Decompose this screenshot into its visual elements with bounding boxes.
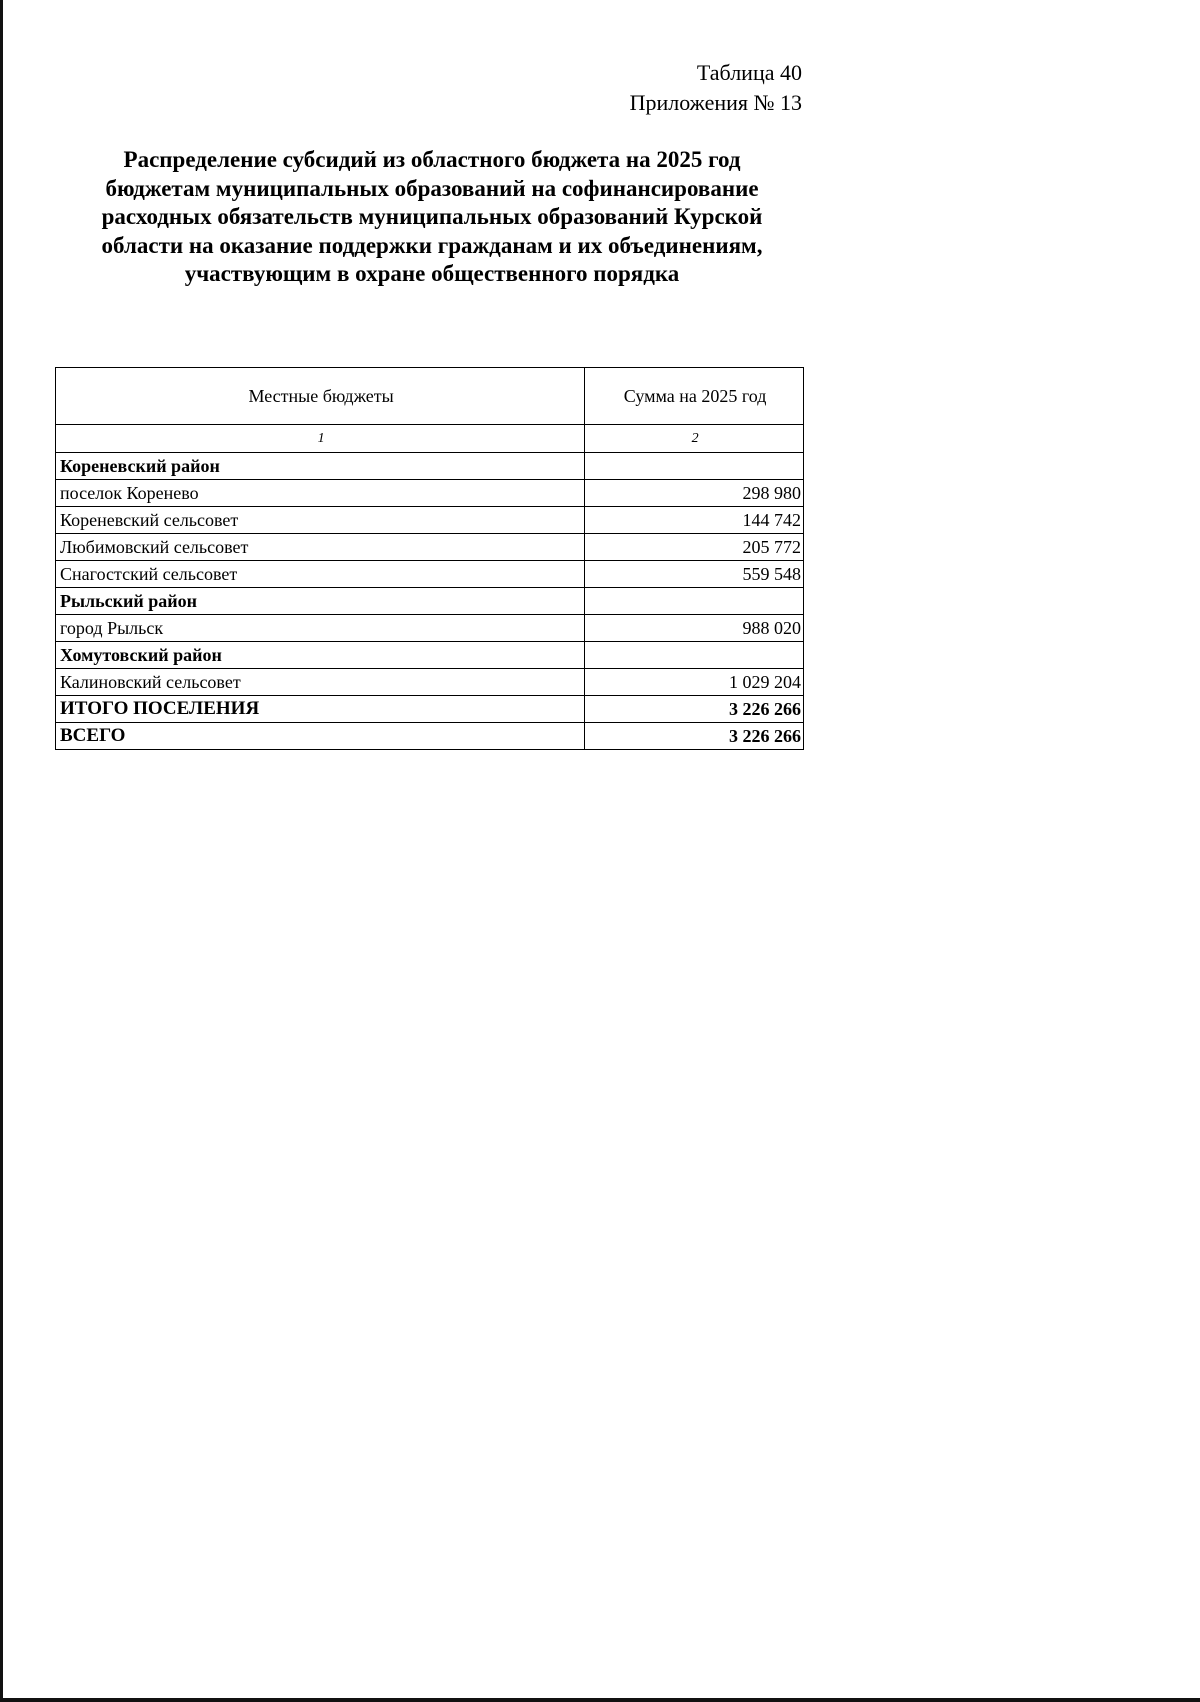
row-name: поселок Коренево [56,480,585,507]
row-amount: 298 980 [585,480,804,507]
row-name: Калиновский сельсовет [56,669,585,696]
table-row [56,507,804,534]
row-name: ИТОГО ПОСЕЛЕНИЯ [56,696,585,723]
page-bottom-border [0,1698,1200,1702]
row-name: город Рыльск [56,615,585,642]
document-title [60,146,804,289]
table-row-subtotal [56,696,804,723]
column-number-1: 1 [56,425,585,453]
budget-table [55,367,804,750]
row-name: Рыльский район [56,588,585,615]
row-amount: 988 020 [585,615,804,642]
row-name: Снагостский сельсовет [56,561,585,588]
title-line: бюджетам муниципальных образований на софинансирование [105,175,759,201]
table-row [56,534,804,561]
title-line: области на оказание поддержки гражданам и их объединениям, [101,232,763,258]
column-number-2: 2 [585,425,804,453]
table-row [56,453,804,480]
table-row [56,642,804,669]
row-amount: 559 548 [585,561,804,588]
row-name: Любимовский сельсовет [56,534,585,561]
title-line: расходных обязательств муниципальных образований Курской [101,204,763,230]
row-amount: 1 029 204 [585,669,804,696]
table-row [56,615,804,642]
column-header-amount: Сумма на 2025 год [585,368,804,425]
row-amount: 205 772 [585,534,804,561]
row-amount [585,453,804,480]
table-row [56,480,804,507]
table-reference [630,58,802,118]
title-line: Распределение субсидий из областного бюджета на 2025 год [123,147,741,172]
page-left-border [0,0,3,1702]
row-amount [585,642,804,669]
row-amount: 3 226 266 [585,723,804,750]
title-line: участвующим в охране общественного порядка [184,261,680,287]
row-amount [585,588,804,615]
row-name: Кореневский сельсовет [56,507,585,534]
row-name: ВСЕГО [56,723,585,750]
row-name: Кореневский район [56,453,585,480]
table-row [56,669,804,696]
appendix-number: Приложения № 13 [629,90,802,115]
row-amount: 144 742 [585,507,804,534]
row-name: Хомутовский район [56,642,585,669]
table-number: Таблица 40 [696,60,802,85]
table-row [56,588,804,615]
table-header-row [56,368,804,425]
column-header-budgets: Местные бюджеты [56,368,585,425]
table-row-total [56,723,804,750]
row-amount: 3 226 266 [585,696,804,723]
column-number-row [56,425,804,453]
table-row [56,561,804,588]
